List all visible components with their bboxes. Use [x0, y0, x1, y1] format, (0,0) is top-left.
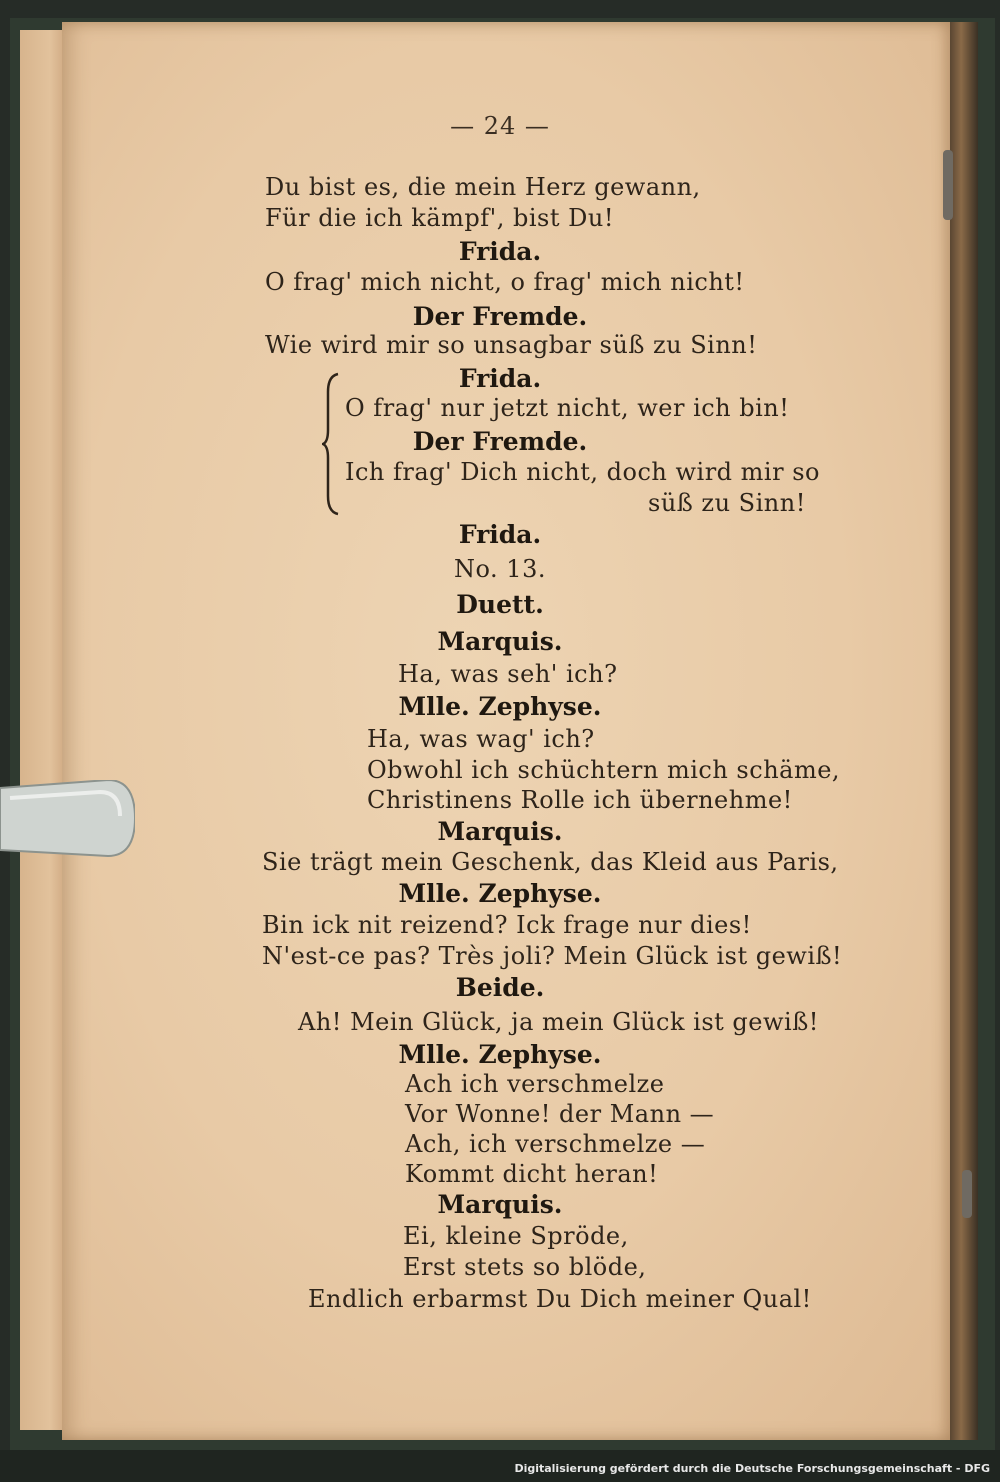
verse-line: Für die ich kämpf', bist Du!	[265, 204, 614, 232]
verse-line: Bin ick nit reizend? Ick frage nur dies!	[262, 911, 752, 939]
book-spine-edge	[950, 22, 978, 1440]
verse-line: Kommt dicht heran!	[405, 1160, 659, 1188]
page-number: — 24 —	[450, 112, 550, 140]
digitization-credit: Digitalisierung gefördert durch die Deutsche Forschungsgemeinschaft - DFG	[514, 1462, 990, 1475]
verse-line: Wie wird mir so unsagbar süß zu Sinn!	[265, 331, 758, 359]
verse-line: Endlich erbarmst Du Dich meiner Qual!	[308, 1285, 812, 1313]
speaker-name: Mlle. Zephyse.	[398, 879, 602, 908]
speaker-name: Mlle. Zephyse.	[398, 692, 602, 721]
verse-line: Ach ich verschmelze	[405, 1070, 665, 1098]
verse-line: O frag' mich nicht, o frag' mich nicht!	[265, 268, 745, 296]
speaker-name: Beide.	[455, 973, 545, 1002]
verse-line: Ah! Mein Glück, ja mein Glück ist gewiß!	[298, 1008, 819, 1036]
verse-line: Ha, was wag' ich?	[367, 725, 595, 753]
verse-line: Sie trägt mein Geschenk, das Kleid aus Paris,	[262, 848, 839, 876]
number-label: No. 13.	[454, 555, 546, 583]
speaker-name: Marquis.	[437, 817, 563, 846]
verse-line: Christinens Rolle ich übernehme!	[367, 786, 793, 814]
speaker-name: Frida.	[458, 237, 542, 266]
verse-line: Obwohl ich schüchtern mich schäme,	[367, 756, 841, 784]
speaker-name: Mlle. Zephyse.	[398, 1040, 602, 1069]
speaker-name: Der Fremde.	[412, 427, 588, 456]
speaker-name: Frida.	[458, 364, 542, 393]
binding-clip-top	[943, 150, 953, 220]
verse-line: O frag' nur jetzt nicht, wer ich bin!	[345, 394, 790, 422]
verse-line: Du bist es, die mein Herz gewann,	[265, 173, 701, 201]
verse-line: Ich frag' Dich nicht, doch wird mir so	[345, 458, 820, 486]
verse-line: N'est-ce pas? Très joli? Mein Glück ist gewiß!	[262, 942, 843, 970]
verse-line: Ha, was seh' ich?	[398, 660, 618, 688]
verse-line: süß zu Sinn!	[648, 489, 806, 517]
section-heading: Duett.	[456, 590, 544, 619]
speaker-name: Marquis.	[437, 627, 563, 656]
verse-line: Vor Wonne! der Mann —	[405, 1100, 715, 1128]
verse-line: Ach, ich verschmelze —	[405, 1130, 706, 1158]
speaker-name: Marquis.	[437, 1190, 563, 1219]
speaker-name: Der Fremde.	[412, 302, 588, 331]
verse-line: Ei, kleine Spröde,	[403, 1222, 629, 1250]
verse-line: Erst stets so blöde,	[403, 1253, 647, 1281]
speaker-name: Frida.	[458, 520, 542, 549]
